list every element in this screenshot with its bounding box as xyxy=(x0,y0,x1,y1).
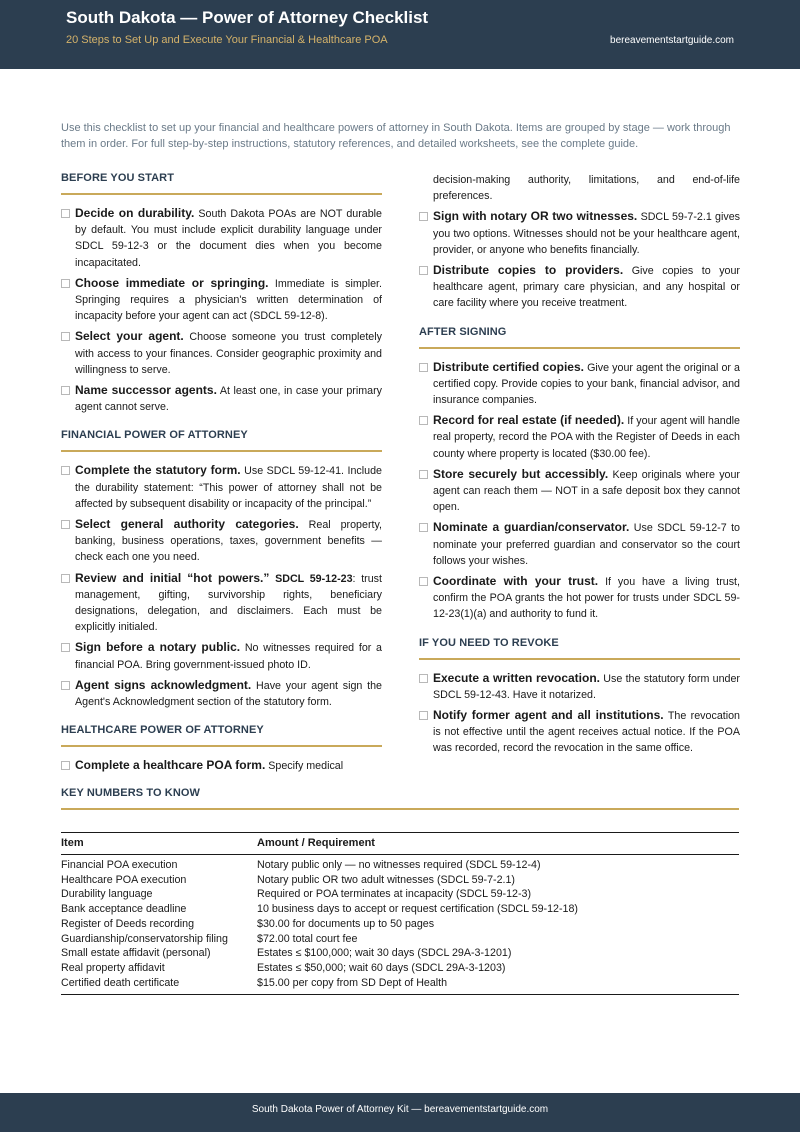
checkbox[interactable] xyxy=(61,386,70,395)
table-row xyxy=(61,946,739,961)
item-title: Choose immediate or springing. xyxy=(75,275,269,290)
checklist-item xyxy=(419,262,740,312)
item-description: Choose someone you trust completely with access to your finances. Consider geographic proximity and willingness to serve. xyxy=(75,331,382,376)
checklist-item xyxy=(419,670,740,703)
site-url: bereavementstartguide.com xyxy=(610,35,734,46)
item-description: Give copies to your healthcare agent, primary care physician, and any hospital or care facility where you receive treatment. xyxy=(433,265,740,310)
item-description: SDCL 59-7-2.1 gives you two options. Witnesses should not be your healthcare agent, provider, or anyone who benefits financially. xyxy=(433,211,740,256)
item-description: At least one, in case your primary agent cannot serve. xyxy=(75,385,382,414)
item-continuation: decision-making authority, limitations, and end-of-life preferences. xyxy=(433,174,740,203)
table-cell: $72.00 total court fee xyxy=(257,932,358,945)
section-title-healthcare: HEALTHCARE POWER OF ATTORNEY xyxy=(61,724,382,747)
item-title: Coordinate with your trust. xyxy=(433,574,599,589)
checklist-item xyxy=(61,205,382,271)
item-text xyxy=(75,275,382,325)
item-text xyxy=(75,570,382,636)
checklist-item xyxy=(61,757,382,774)
checklist-item xyxy=(61,639,382,672)
item-text xyxy=(433,670,740,703)
checkbox[interactable] xyxy=(61,279,70,288)
item-title: Sign before a notary public. xyxy=(75,640,241,655)
item-description: Keep originals where your agent can reach them — NOT in a safe deposit box they cannot open. xyxy=(433,468,740,514)
column-header-item: Item xyxy=(61,833,257,855)
item-text xyxy=(75,516,382,566)
page-title: South Dakota — Power of Attorney Checklist xyxy=(66,8,429,27)
table-cell: Durability language xyxy=(61,888,153,901)
table-row xyxy=(61,976,739,995)
table-row xyxy=(61,902,739,917)
table-cell: 10 business days to accept or request certification (SDCL 59-12-18) xyxy=(257,903,578,916)
item-title: Select general authority categories. xyxy=(75,517,299,532)
item-text xyxy=(433,412,740,462)
table-cell: Estates ≤ $50,000; wait 60 days (SDCL 29A-3-1203) xyxy=(257,961,506,974)
checklist-item xyxy=(61,328,382,378)
page-header xyxy=(0,0,800,69)
item-description: Use SDCL 59-12-7 to nominate your preferred guardian and conservator so the court follows your wishes. xyxy=(433,522,740,567)
item-description: No witnesses required for a financial POA. Bring government-issued photo ID. xyxy=(75,642,382,671)
checklist-item xyxy=(61,275,382,325)
section-title-after: AFTER SIGNING xyxy=(419,326,740,349)
checklist-item xyxy=(419,707,740,757)
checkbox[interactable] xyxy=(61,332,70,341)
table-cell: Real property affidavit xyxy=(61,961,165,974)
checkbox[interactable] xyxy=(419,266,428,275)
item-title: Complete the statutory form. xyxy=(75,463,241,478)
item-text xyxy=(433,466,740,516)
checkbox[interactable] xyxy=(419,674,428,683)
table-cell: Bank acceptance deadline xyxy=(61,903,187,916)
table-cell: Healthcare POA execution xyxy=(61,873,187,886)
item-text xyxy=(75,639,382,672)
checkbox[interactable] xyxy=(61,681,70,690)
table-row xyxy=(61,887,739,902)
item-title: Complete a healthcare POA form. xyxy=(75,758,266,773)
item-text xyxy=(75,205,382,271)
statute-reference: SDCL 59-12-23 xyxy=(275,572,353,585)
left-column xyxy=(61,172,382,778)
checkbox[interactable] xyxy=(61,209,70,218)
table-cell: $15.00 per copy from SD Dept of Health xyxy=(257,976,739,995)
item-text xyxy=(433,573,740,623)
item-description: Immediate is simpler. Springing requires a physician's written determination of incapacity before your agent can act (SDCL 59-12-8). xyxy=(75,277,382,323)
table-row xyxy=(61,961,739,976)
key-numbers-section xyxy=(61,787,739,995)
checkbox[interactable] xyxy=(61,466,70,475)
item-text xyxy=(75,328,382,378)
checkbox[interactable] xyxy=(419,212,428,221)
item-title: Execute a written revocation. xyxy=(433,670,600,685)
table-cell: Financial POA execution xyxy=(61,859,178,871)
item-title: Distribute certified copies. xyxy=(433,359,584,374)
table-cell: $30.00 for documents up to 50 pages xyxy=(257,917,435,930)
item-description: Real property, banking, business operations, taxes, government benefits — check each one you need. xyxy=(75,519,382,564)
checkbox[interactable] xyxy=(419,363,428,372)
table-cell: Notary public OR two adult witnesses (SDCL 59-7-2.1) xyxy=(257,873,515,886)
checklist-item xyxy=(419,359,740,409)
item-description: The revocation is not effective until the agent receives actual notice. If the POA was recorded, record the revocation in the same office. xyxy=(433,710,740,755)
page-subtitle: 20 Steps to Set Up and Execute Your Financial & Healthcare POA xyxy=(66,34,388,46)
checkbox[interactable] xyxy=(61,761,70,770)
right-column xyxy=(419,172,740,761)
item-title: Agent signs acknowledgment. xyxy=(75,677,252,692)
page-footer: South Dakota Power of Attorney Kit — bereavementstartguide.com xyxy=(0,1093,800,1132)
item-description: Use the statutory form under SDCL 59-12-43. Have it notarized. xyxy=(433,672,740,701)
item-text xyxy=(433,707,740,757)
table-row xyxy=(61,917,739,932)
table-cell: Register of Deeds recording xyxy=(61,917,195,930)
checkbox[interactable] xyxy=(61,520,70,529)
item-title: Review and initial “hot powers.” xyxy=(75,570,270,585)
item-title: Nominate a guardian/conservator. xyxy=(433,520,630,535)
table-cell: Small estate affidavit (personal) xyxy=(61,947,211,960)
checkbox[interactable] xyxy=(61,574,70,583)
checklist-item xyxy=(419,573,740,623)
checklist-item xyxy=(61,516,382,566)
item-text xyxy=(75,677,382,710)
table-row xyxy=(61,855,739,873)
item-description: If you have a living trust, confirm the POA grants the hot power for trusts under SDCL 59-12-23(1)(a) and authority to fund it. xyxy=(433,576,740,621)
checklist-item xyxy=(61,462,382,512)
item-title: Distribute copies to providers. xyxy=(433,263,624,278)
checklist-item xyxy=(419,412,740,462)
item-text xyxy=(433,262,740,312)
checkbox[interactable] xyxy=(419,711,428,720)
table-cell: Notary public only — no witnesses required (SDCL 59-12-4) xyxy=(257,859,541,871)
item-text xyxy=(433,208,740,258)
item-text xyxy=(433,359,740,409)
item-title: Select your agent. xyxy=(75,329,184,344)
section-title-before: BEFORE YOU START xyxy=(61,172,382,195)
item-title: Record for real estate (if needed). xyxy=(433,413,625,428)
item-title: Store securely but accessibly. xyxy=(433,466,609,481)
checklist-item xyxy=(419,208,740,258)
checkbox[interactable] xyxy=(419,523,428,532)
table-cell: Certified death certificate xyxy=(61,976,257,995)
column-header-amount: Amount / Requirement xyxy=(257,833,739,855)
checkbox[interactable] xyxy=(419,470,428,479)
item-text xyxy=(75,757,382,774)
item-description: Give your agent the original or a certified copy. Provide copies to your bank, financial advisor, and insurance companies. xyxy=(433,361,740,407)
item-description: Have your agent sign the Agent's Acknowledgment section of the statutory form. xyxy=(75,679,382,709)
item-description: South Dakota POAs are NOT durable by default. You must include explicit durability language under SDCL 59-12-3 or the document dies when you become incapacitated. xyxy=(75,208,382,269)
item-description: If your agent will handle real property, record the POA with the Register of Deeds in each county where property is located ($30.00 fee). xyxy=(433,415,740,460)
checklist-item xyxy=(419,466,740,516)
item-description: : trust management, gifting, survivorship rights, beneficiary designations, delegation, and disclaimers. Each must be explicitly initialed. xyxy=(75,572,382,634)
table-cell: Required or POA terminates at incapacity (SDCL 59-12-3) xyxy=(257,888,532,901)
checklist-item xyxy=(61,570,382,636)
item-text xyxy=(75,462,382,512)
intro-text: Use this checklist to set up your financial and healthcare powers of attorney in South Dakota. Items are grouped by stage — work through them in order. For full step-by-step instructions, statutory references, and detailed worksheets, see the complete guide. xyxy=(61,122,731,150)
item-title: Decide on durability. xyxy=(75,206,195,220)
checkbox[interactable] xyxy=(419,577,428,586)
item-title: Sign with notary OR two witnesses. xyxy=(433,209,638,224)
table-header-row xyxy=(61,833,739,855)
checkbox[interactable] xyxy=(419,416,428,425)
checklist-item xyxy=(61,677,382,710)
item-text xyxy=(433,519,740,569)
section-title-key-numbers: KEY NUMBERS TO KNOW xyxy=(61,787,739,810)
item-title: Notify former agent and all institutions. xyxy=(433,708,664,723)
item-description: Specify medical xyxy=(268,760,344,773)
section-title-revoke: IF YOU NEED TO REVOKE xyxy=(419,637,740,660)
item-description: Use SDCL 59-12-41. Include the durability statement: “This power of attorney shall not be affected by subsequent disability or incapacity of the principal.” xyxy=(75,465,382,510)
checklist-item xyxy=(61,382,382,415)
key-numbers-table xyxy=(61,832,739,995)
item-title: Name successor agents. xyxy=(75,383,217,398)
checkbox[interactable] xyxy=(61,643,70,652)
table-row xyxy=(61,932,739,947)
checklist-item xyxy=(419,519,740,569)
item-text xyxy=(75,382,382,415)
section-title-financial: FINANCIAL POWER OF ATTORNEY xyxy=(61,429,382,452)
table-cell: Estates ≤ $100,000; wait 30 days (SDCL 29A-3-1201) xyxy=(257,947,512,960)
table-row xyxy=(61,873,739,888)
table-cell: Guardianship/conservatorship filing xyxy=(61,932,228,945)
